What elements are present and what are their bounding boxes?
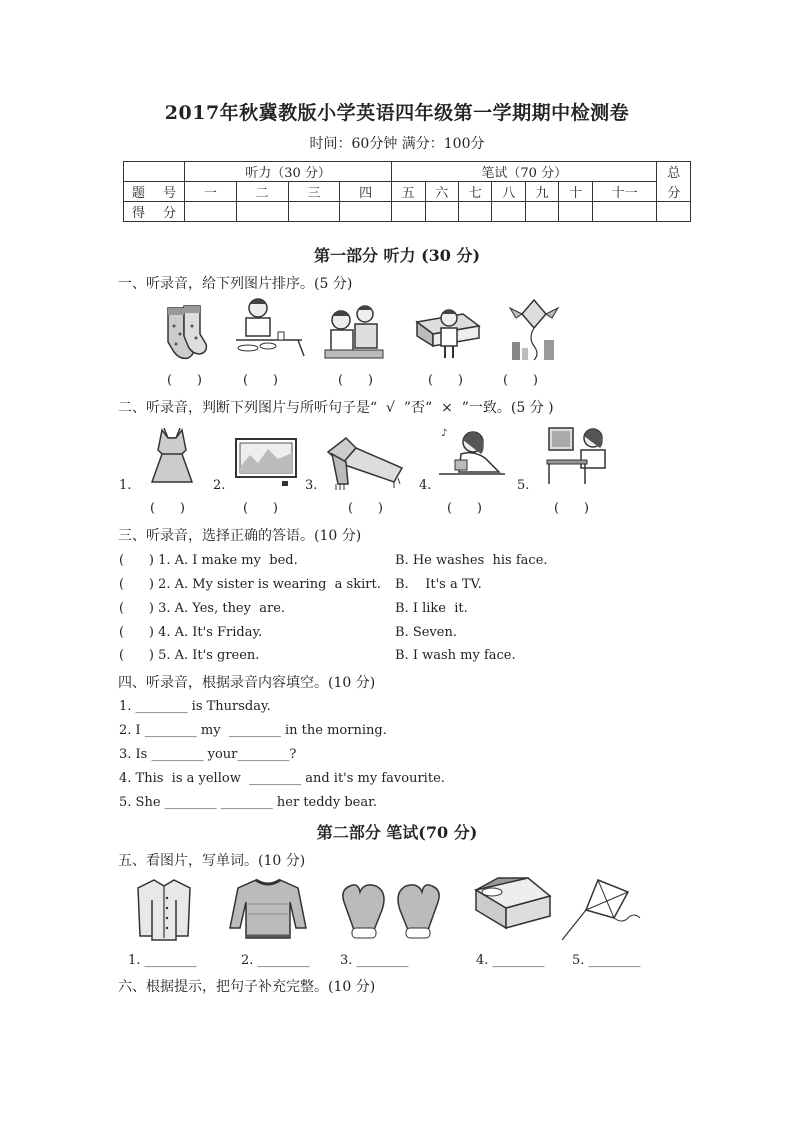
col-5: 五 — [392, 182, 425, 202]
q2-blank-1[interactable]: ( ) — [150, 501, 185, 516]
q6-title: 六、根据提示，把句子补充完整。(10 分) — [118, 979, 376, 995]
brothers-icon — [323, 300, 387, 360]
q2-blank-5[interactable]: ( ) — [554, 501, 589, 516]
writing-header: 笔试（70 分） — [392, 162, 657, 182]
q5-blank-5[interactable]: 5. ________ — [572, 953, 641, 968]
score-cell[interactable] — [425, 202, 458, 222]
scarf-icon — [322, 432, 406, 492]
score-cell[interactable] — [340, 202, 392, 222]
q1-blank-5[interactable]: ( ) — [503, 373, 538, 388]
col-2: 二 — [236, 182, 288, 202]
col-6: 六 — [425, 182, 458, 202]
q2-blank-3[interactable]: ( ) — [348, 501, 383, 516]
q3-item-5-b: B. I wash my face. — [395, 648, 516, 663]
q5-blank-1[interactable]: 1. ________ — [128, 953, 197, 968]
score-cell[interactable] — [288, 202, 340, 222]
q3-item-4-b: B. Seven. — [395, 625, 457, 640]
q1-title: 一、听录音，给下列图片排序。(5 分) — [118, 276, 353, 292]
q3-item-1-b: B. He washes his face. — [395, 553, 548, 568]
dress-icon — [140, 424, 204, 488]
computer-icon — [545, 422, 615, 486]
q2-number-1: 1. — [119, 478, 132, 493]
q2-blank-2[interactable]: ( ) — [243, 501, 278, 516]
total-header-bottom: 分 — [657, 182, 691, 202]
score-cell[interactable] — [592, 202, 657, 222]
q2-number-5: 5. — [517, 478, 530, 493]
score-label: 得分 — [124, 202, 185, 222]
q2-title: 二、听录音，判断下列图片与所听句子是“ √ ”否“ × ”一致。(5 分 ) — [118, 400, 554, 416]
shirt-icon — [132, 876, 196, 942]
col-11: 十一 — [592, 182, 657, 202]
score-cell-total[interactable] — [657, 202, 691, 222]
exam-info: 时间：60分钟 满分：100分 — [309, 136, 485, 152]
listening-header: 听力（30 分） — [185, 162, 392, 182]
svg-text:♪: ♪ — [441, 428, 448, 439]
bed-icon-2 — [472, 874, 552, 940]
q5-blank-2[interactable]: 2. ________ — [241, 953, 310, 968]
q2-number-2: 2. — [213, 478, 226, 493]
col-10: 十 — [559, 182, 592, 202]
q4-item-5: 5. She ________ ________ her teddy bear. — [119, 795, 378, 810]
score-table — [123, 161, 691, 222]
q1-blank-1[interactable]: ( ) — [167, 373, 202, 388]
q4-item-3: 3. Is ________ your________? — [119, 747, 297, 762]
col-3: 三 — [288, 182, 340, 202]
col-9: 九 — [525, 182, 558, 202]
q3-item-3-b: B. I like it. — [395, 601, 468, 616]
q3-item-1-a: ( ) 1. A. I make my bed. — [119, 553, 298, 568]
q1-blank-3[interactable]: ( ) — [338, 373, 373, 388]
page-title: 2017年秋冀教版小学英语四年级第一学期期中检测卷 — [164, 102, 630, 124]
score-cell[interactable] — [185, 202, 237, 222]
eating-icon — [232, 296, 306, 360]
q4-item-4: 4. This is a yellow ________ and it's my favourite. — [119, 771, 445, 786]
q3-item-2-a: ( ) 2. A. My sister is wearing a skirt. — [119, 577, 381, 592]
kite-icon — [506, 298, 562, 362]
part2-heading: 第二部分 笔试(70 分) — [316, 823, 478, 842]
score-cell[interactable] — [525, 202, 558, 222]
q4-item-2: 2. I ________ my ________ in the morning. — [119, 723, 387, 738]
q3-item-5-a: ( ) 5. A. It's green. — [119, 648, 260, 663]
col-8: 八 — [492, 182, 525, 202]
sweater-icon — [226, 874, 310, 942]
q3-item-3-a: ( ) 3. A. Yes, they are. — [119, 601, 286, 616]
score-cell[interactable] — [559, 202, 592, 222]
q3-item-4-a: ( ) 4. A. It's Friday. — [119, 625, 263, 640]
q3-title: 三、听录音，选择正确的答语。(10 分) — [118, 528, 362, 544]
q4-title: 四、听录音，根据录音内容填空。(10 分) — [118, 675, 376, 691]
score-cell[interactable] — [459, 202, 492, 222]
q1-blank-2[interactable]: ( ) — [243, 373, 278, 388]
q5-blank-3[interactable]: 3. ________ — [340, 953, 409, 968]
tv-icon — [234, 437, 298, 487]
col-7: 七 — [459, 182, 492, 202]
col-4: 四 — [340, 182, 392, 202]
bed-icon — [413, 300, 483, 362]
q2-number-3: 3. — [305, 478, 318, 493]
score-cell[interactable] — [392, 202, 425, 222]
q2-number-4: 4. — [419, 478, 432, 493]
kite-icon-2 — [558, 876, 642, 942]
q1-blank-4[interactable]: ( ) — [428, 373, 463, 388]
socks-icon — [160, 304, 210, 362]
mittens-icon — [336, 878, 446, 942]
score-table-corner — [124, 162, 185, 182]
q5-title: 五、看图片，写单词。(10 分) — [118, 853, 306, 869]
total-header-top: 总 — [657, 162, 691, 182]
col-1: 一 — [185, 182, 237, 202]
girl-phone-icon — [437, 424, 507, 484]
score-cell[interactable] — [236, 202, 288, 222]
part1-heading: 第一部分 听力 (30 分) — [313, 246, 481, 265]
q4-item-1: 1. ________ is Thursday. — [119, 699, 271, 714]
q3-item-2-b: B. It's a TV. — [395, 577, 482, 592]
score-cell[interactable] — [492, 202, 525, 222]
q2-blank-4[interactable]: ( ) — [447, 501, 482, 516]
q5-blank-4[interactable]: 4. ________ — [476, 953, 545, 968]
question-number-label: 题号 — [124, 182, 185, 202]
